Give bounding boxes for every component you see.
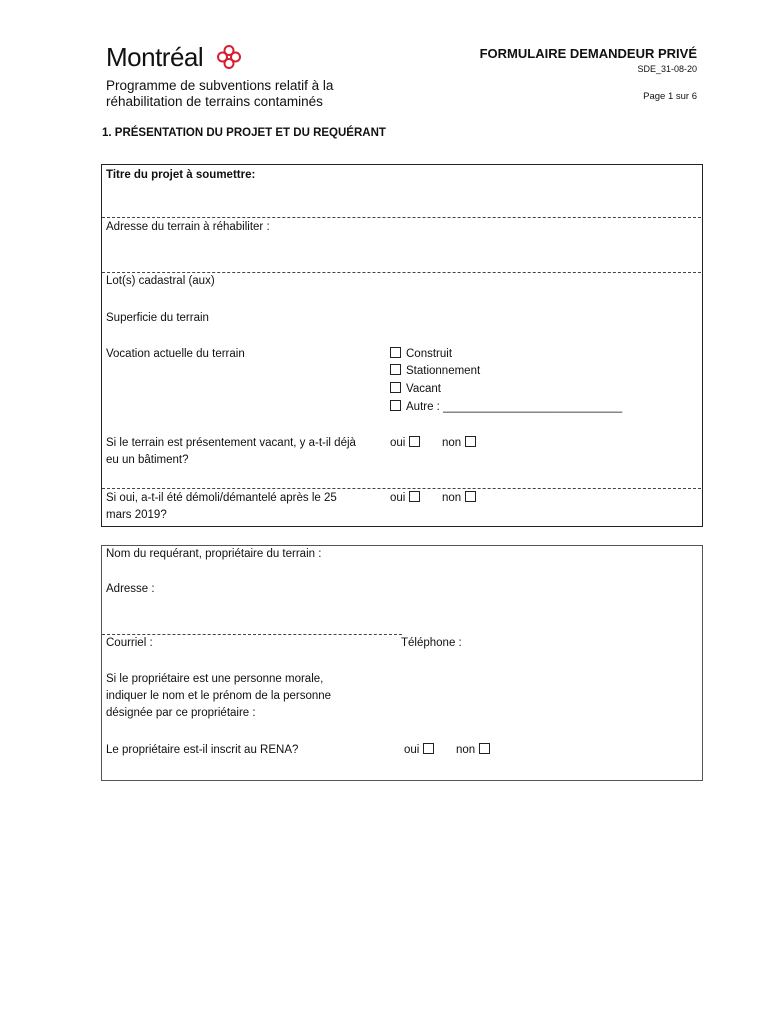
checkbox-icon[interactable]	[409, 436, 420, 447]
yes-label: oui	[390, 492, 406, 504]
checkbox-icon[interactable]	[390, 364, 401, 375]
demolished-question-line-2: mars 2019?	[106, 509, 167, 521]
option-parking[interactable]	[390, 363, 480, 380]
montreal-logo-text: Montréal	[106, 42, 204, 72]
section-title: 1. PRÉSENTATION DU PROJET ET DU REQUÉRANT	[102, 127, 386, 139]
project-title-label: Titre du projet à soumettre:	[106, 169, 256, 181]
checkbox-icon[interactable]	[390, 347, 401, 358]
form-code: SDE_31-08-20	[637, 64, 697, 74]
montreal-rosette-icon	[216, 44, 242, 70]
checkbox-icon[interactable]	[390, 400, 401, 411]
rena-yes[interactable]	[404, 742, 434, 759]
owner-box	[101, 545, 703, 781]
email-label: Courriel :	[106, 637, 153, 649]
option-other[interactable]	[390, 399, 622, 416]
owner-address-label: Adresse :	[106, 583, 155, 595]
checkbox-icon[interactable]	[479, 743, 490, 754]
checkbox-icon[interactable]	[465, 436, 476, 447]
yes-label: oui	[404, 744, 420, 756]
phone-label: Téléphone :	[401, 637, 462, 649]
no-label: non	[456, 744, 476, 756]
cadastral-lot-label: Lot(s) cadastral (aux)	[106, 275, 215, 287]
divider	[102, 217, 701, 218]
checkbox-icon[interactable]	[465, 491, 476, 502]
legal-person-line-3: désignée par ce propriétaire :	[106, 707, 256, 719]
program-line-1: Programme de subventions relatif à la	[106, 78, 334, 93]
no-label: non	[442, 492, 462, 504]
site-address-label: Adresse du terrain à réhabiliter :	[106, 221, 270, 233]
demolished-question	[106, 490, 391, 524]
project-box	[101, 164, 703, 527]
option-other-label: Autre : ____________________________	[406, 401, 623, 413]
program-line-2: réhabilitation de terrains contaminés	[106, 94, 323, 109]
legal-person-line-1: Si le propriétaire est une personne morale,	[106, 673, 324, 685]
demolished-yes[interactable]	[390, 490, 420, 507]
legal-person-line-2: indiquer le nom et le prénom de la personne	[106, 690, 332, 702]
vacant-no[interactable]	[442, 435, 476, 452]
program-subtitle	[106, 78, 386, 110]
current-use-label: Vocation actuelle du terrain	[106, 348, 245, 360]
demolished-no[interactable]	[442, 490, 476, 507]
vacant-question-line-2: eu un bâtiment?	[106, 454, 189, 466]
checkbox-icon[interactable]	[423, 743, 434, 754]
legal-person-instruction	[106, 671, 396, 722]
option-built-label: Construit	[406, 348, 453, 360]
option-vacant[interactable]	[390, 381, 441, 398]
yes-label: oui	[390, 437, 406, 449]
option-parking-label: Stationnement	[406, 365, 481, 377]
rena-question: Le propriétaire est-il inscrit au RENA?	[106, 744, 299, 756]
site-area-label: Superficie du terrain	[106, 312, 209, 324]
divider	[102, 488, 701, 489]
vacant-question-line-1: Si le terrain est présentement vacant, y a-t-il déjà	[106, 437, 356, 449]
checkbox-icon[interactable]	[390, 382, 401, 393]
rena-no[interactable]	[456, 742, 490, 759]
vacant-yes[interactable]	[390, 435, 420, 452]
checkbox-icon[interactable]	[409, 491, 420, 502]
owner-name-label: Nom du requérant, propriétaire du terrain :	[106, 548, 322, 560]
option-built[interactable]	[390, 346, 452, 363]
form-title: FORMULAIRE DEMANDEUR PRIVÉ	[479, 46, 697, 61]
no-label: non	[442, 437, 462, 449]
demolished-question-line-1: Si oui, a-t-il été démoli/démantelé après le 25	[106, 492, 337, 504]
vacant-building-question	[106, 435, 391, 469]
option-vacant-label: Vacant	[406, 383, 441, 395]
page-number: Page 1 sur 6	[643, 91, 697, 102]
